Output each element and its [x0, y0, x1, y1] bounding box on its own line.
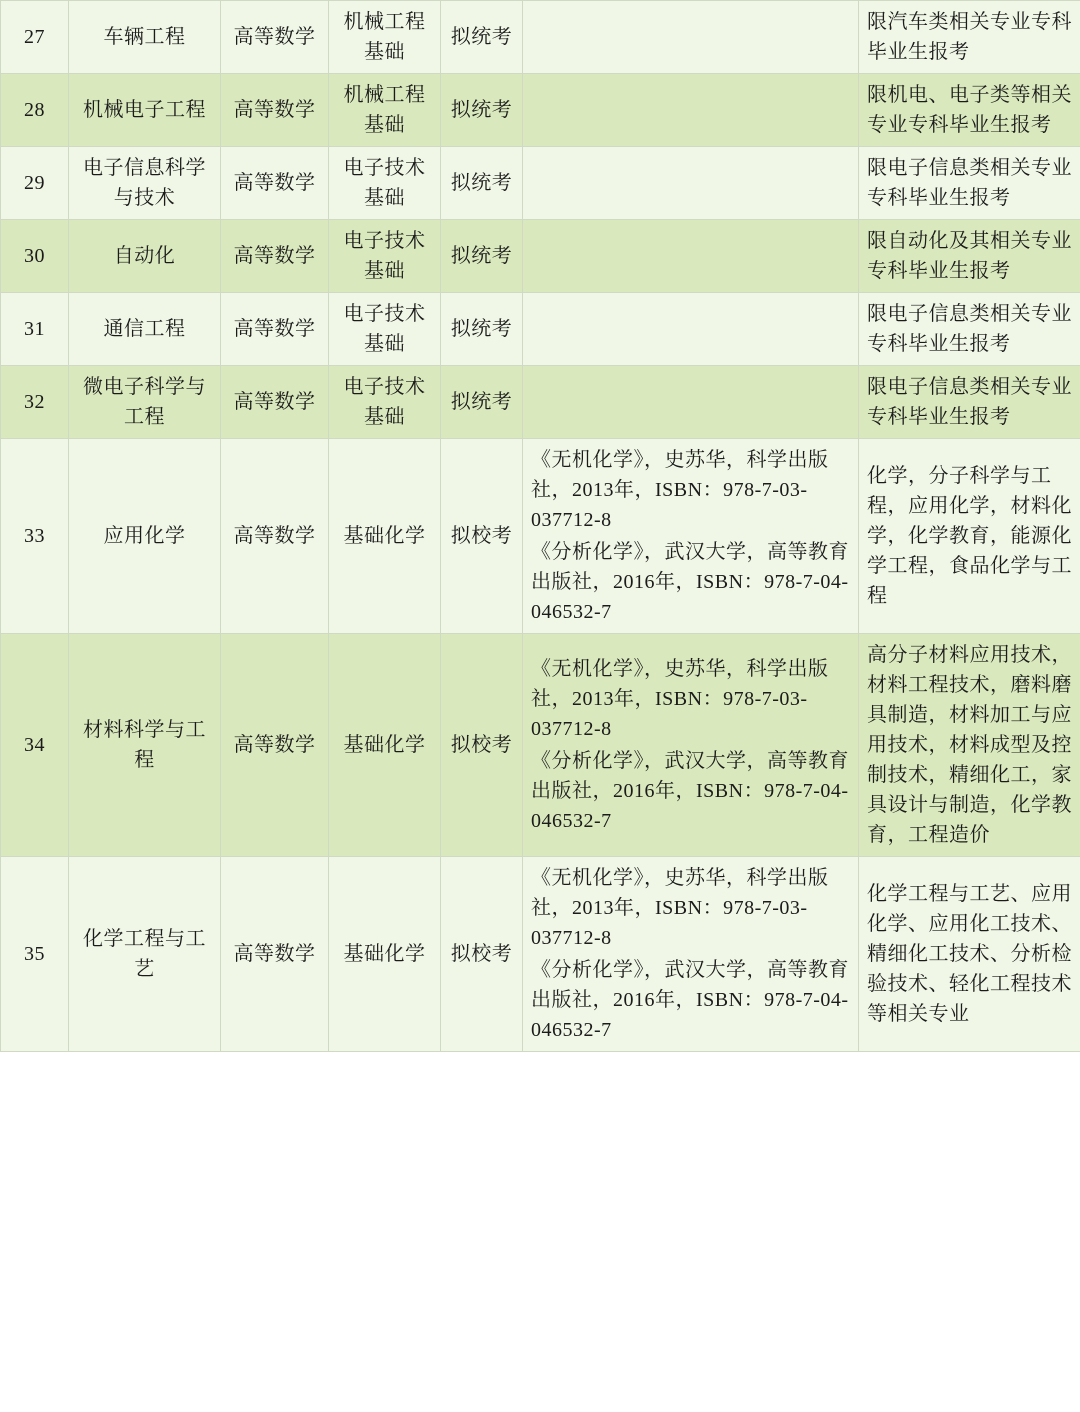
reference-books-cell [523, 439, 859, 634]
exam-subject-one: 高等数学 [221, 634, 329, 857]
exam-mode: 拟统考 [441, 147, 523, 220]
exam-subject-one: 高等数学 [221, 439, 329, 634]
row-index: 34 [1, 634, 69, 857]
major-name: 车辆工程 [69, 1, 221, 74]
major-name: 通信工程 [69, 293, 221, 366]
reference-books-cell [523, 366, 859, 439]
row-index: 27 [1, 1, 69, 74]
major-name: 自动化 [69, 220, 221, 293]
exam-subject-one: 高等数学 [221, 1, 329, 74]
table-row [1, 439, 1080, 634]
exam-subject-one: 高等数学 [221, 857, 329, 1052]
major-name: 机械电子工程 [69, 74, 221, 147]
reference-book: 《分析化学》，武汉大学，高等教育出版社，2016年，ISBN：978-7-04-046532-7 [531, 541, 849, 623]
reference-book: 《分析化学》，武汉大学，高等教育出版社，2016年，ISBN：978-7-04-046532-7 [531, 750, 849, 832]
exam-subject-one: 高等数学 [221, 74, 329, 147]
table-row [1, 220, 1080, 293]
table-row [1, 1, 1080, 74]
reference-books-cell [523, 634, 859, 857]
major-name: 应用化学 [69, 439, 221, 634]
exam-subject-two: 基础化学 [329, 634, 441, 857]
table-row [1, 147, 1080, 220]
exam-mode: 拟统考 [441, 293, 523, 366]
row-index: 32 [1, 366, 69, 439]
exam-subject-two: 机械工程基础 [329, 1, 441, 74]
application-limit: 限自动化及其相关专业专科毕业生报考 [859, 220, 1080, 293]
exam-mode: 拟统考 [441, 366, 523, 439]
exam-subject-two: 电子技术基础 [329, 147, 441, 220]
exam-subject-two: 机械工程基础 [329, 74, 441, 147]
exam-mode: 拟校考 [441, 857, 523, 1052]
application-limit: 限电子信息类相关专业专科毕业生报考 [859, 293, 1080, 366]
reference-book: 《分析化学》，武汉大学，高等教育出版社，2016年，ISBN：978-7-04-046532-7 [531, 959, 849, 1041]
application-limit: 化学工程与工艺、应用化学、应用化工技术、精细化工技术、分析检验技术、轻化工程技术等相关专业 [859, 857, 1080, 1052]
reference-books-cell [523, 1, 859, 74]
reference-book: 《无机化学》，史苏华，科学出版社，2013年，ISBN：978-7-03-037712-8 [531, 658, 829, 740]
table-body [1, 1, 1080, 1052]
exam-subject-one: 高等数学 [221, 147, 329, 220]
reference-books-cell [523, 74, 859, 147]
reference-books-cell [523, 293, 859, 366]
exam-mode: 拟校考 [441, 439, 523, 634]
application-limit: 化学，分子科学与工程，应用化学，材料化学，化学教育，能源化学工程，食品化学与工程 [859, 439, 1080, 634]
row-index: 35 [1, 857, 69, 1052]
table-row [1, 366, 1080, 439]
row-index: 30 [1, 220, 69, 293]
exam-subject-two: 基础化学 [329, 857, 441, 1052]
major-name: 微电子科学与工程 [69, 366, 221, 439]
exam-subject-two: 电子技术基础 [329, 293, 441, 366]
row-index: 31 [1, 293, 69, 366]
application-limit: 限汽车类相关专业专科毕业生报考 [859, 1, 1080, 74]
major-name: 电子信息科学与技术 [69, 147, 221, 220]
exam-subject-two: 电子技术基础 [329, 220, 441, 293]
row-index: 28 [1, 74, 69, 147]
exam-subject-one: 高等数学 [221, 220, 329, 293]
reference-books-cell [523, 220, 859, 293]
major-name: 化学工程与工艺 [69, 857, 221, 1052]
exam-mode: 拟统考 [441, 74, 523, 147]
exam-subject-two: 基础化学 [329, 439, 441, 634]
application-limit: 高分子材料应用技术，材料工程技术，磨料磨具制造，材料加工与应用技术，材料成型及控制技术，精细化工，家具设计与制造，化学教育，工程造价 [859, 634, 1080, 857]
exam-mode: 拟统考 [441, 220, 523, 293]
application-limit: 限电子信息类相关专业专科毕业生报考 [859, 147, 1080, 220]
application-limit: 限机电、电子类等相关专业专科毕业生报考 [859, 74, 1080, 147]
table-row [1, 634, 1080, 857]
reference-books-cell [523, 857, 859, 1052]
exam-subject-one: 高等数学 [221, 366, 329, 439]
table-row [1, 293, 1080, 366]
reference-books-cell [523, 147, 859, 220]
row-index: 33 [1, 439, 69, 634]
exam-mode: 拟统考 [441, 1, 523, 74]
application-limit: 限电子信息类相关专业专科毕业生报考 [859, 366, 1080, 439]
table-row [1, 74, 1080, 147]
major-name: 材料科学与工程 [69, 634, 221, 857]
table-row [1, 857, 1080, 1052]
reference-book: 《无机化学》，史苏华，科学出版社，2013年，ISBN：978-7-03-037712-8 [531, 449, 829, 531]
exam-mode: 拟校考 [441, 634, 523, 857]
row-index: 29 [1, 147, 69, 220]
exam-subject-one: 高等数学 [221, 293, 329, 366]
exam-subject-two: 电子技术基础 [329, 366, 441, 439]
reference-book: 《无机化学》，史苏华，科学出版社，2013年，ISBN：978-7-03-037712-8 [531, 867, 829, 949]
